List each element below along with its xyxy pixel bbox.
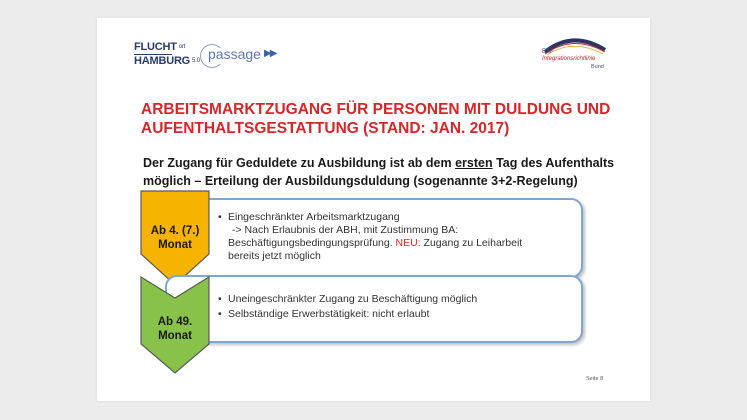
page-number: Seite 8 [586, 376, 604, 382]
fluchtort-hamburg-logo [134, 41, 200, 67]
row1-bullets [218, 211, 573, 265]
passage-logo-text: passage [208, 46, 261, 62]
slide [97, 18, 650, 401]
neu-highlight: NEU: [395, 237, 421, 249]
row1-bullet1-sub2 [228, 237, 573, 250]
logo-fh-line2: HAMBURG [134, 55, 191, 67]
integration-text: Integrationsrichtlinie [542, 56, 596, 62]
slide-title: ARBEITSMARKTZUGANG FÜR PERSONEN MIT DULDUNG UND AUFENTHALTSGESTATTUNG (STAND: JAN. 2017) [141, 101, 611, 137]
row1-bullet1-sub3: bereits jetzt möglich [228, 250, 321, 262]
intro-underlined: ersten [455, 156, 493, 170]
row1-bullet [218, 211, 573, 263]
esf-text: ESF [542, 49, 554, 55]
bund-text: Bund [591, 64, 604, 70]
intro-text [143, 154, 643, 190]
row1-sub2-after: Zugang zu Leiharbeit [420, 237, 523, 249]
intro-after: Tag des Aufenthalts möglich – Erteilung der Ausbildungsduldung (sogenannte 3+2-Regelung) [143, 156, 615, 188]
row2-label [140, 315, 210, 343]
row1-label-line1: Ab 4. (7.) [150, 225, 200, 237]
logo-fh-line2-small: 5.0 [192, 58, 200, 64]
logo-fh-line1-small: ort [178, 44, 186, 50]
row2-label-line2: Monat [158, 330, 192, 342]
row1-bullet1: • Eingeschränkter Arbeitsmarktzugang [228, 211, 400, 223]
esf-integration-logo [539, 32, 609, 72]
row1-label [140, 224, 210, 252]
row2-bullets [218, 293, 573, 323]
double-arrow-icon: ▶▶ [264, 48, 276, 59]
row1-sub2-before: Beschäftigungsbedingungsprüfung. [228, 237, 396, 249]
row2-bullet1: • Uneingeschränkter Zugang zu Beschäftigung möglich [218, 293, 573, 306]
row2-bullet2: • Selbständige Erwerbstätigkeit: nicht erlaubt [218, 308, 573, 321]
row1-label-line2: Monat [158, 239, 192, 251]
logo-fh-line1: FLUCHT [134, 41, 177, 53]
intro-before: Der Zugang für Geduldete zu Ausbildung ist ab dem [143, 156, 456, 170]
row2-label-line1: Ab 49. [157, 316, 193, 328]
row1-bullet1-sub1: -> Nach Erlaubnis der ABH, mit Zustimmung BA: [232, 224, 459, 236]
